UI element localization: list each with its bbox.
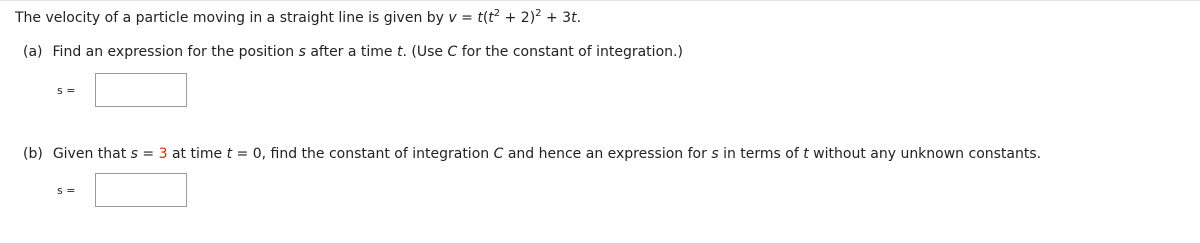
part-a-answer-input[interactable]	[95, 73, 187, 107]
expr-plus-three: + 3	[541, 10, 572, 26]
velocity-variable: v	[448, 10, 457, 26]
part-a-text-2: after a time	[310, 44, 393, 60]
exponent-outer: 2	[535, 8, 542, 19]
part-a-answer-row	[57, 73, 187, 107]
statement-period: .	[576, 10, 582, 26]
part-b-text-4: and hence an expression for	[507, 146, 707, 162]
part-a-var-c: C	[447, 44, 458, 60]
part-b-var-c: C	[493, 146, 504, 162]
part-b-var-t: t	[226, 146, 233, 162]
top-divider	[0, 0, 1200, 1]
part-a-label: (a)	[23, 44, 43, 60]
part-a-var-t: t	[397, 44, 403, 60]
part-b-initial-value: 3	[158, 146, 168, 162]
part-b-text-eq: =	[137, 146, 159, 162]
part-b-answer-row	[57, 173, 187, 207]
problem-statement	[15, 9, 581, 29]
part-a-question	[23, 43, 683, 61]
part-b-label: (b)	[23, 146, 43, 162]
expr-t: t	[477, 10, 483, 26]
part-b-text-1: Given that	[52, 146, 127, 162]
part-b-var-t2: t	[803, 146, 809, 162]
part-b-text-5: in terms of	[723, 146, 799, 162]
expr-plus-two: + 2)	[500, 10, 536, 26]
part-b-text-2: at time	[171, 146, 223, 162]
equals-sign: =	[456, 10, 478, 26]
part-b-text-3: = 0, find the constant of integration	[232, 146, 490, 162]
part-b-question	[23, 145, 1041, 163]
part-b-text-6: without any unknown constants.	[813, 146, 1042, 162]
part-a-text-3: . (Use	[402, 44, 444, 60]
part-a-answer-label: s =	[57, 83, 76, 97]
part-b-answer-input[interactable]	[95, 173, 187, 207]
expr-t-last: t	[571, 10, 577, 26]
part-a-var-s: s	[298, 44, 306, 60]
exponent-inner: 2	[493, 8, 501, 19]
part-b-answer-label: s =	[57, 183, 76, 197]
part-a-text-1: Find an expression for the position	[52, 44, 295, 60]
problem-intro: The velocity of a particle moving in a straight line is given by	[15, 10, 444, 26]
expr-t-inner: t	[488, 10, 494, 26]
expr-paren-open: (	[482, 10, 489, 26]
part-b-var-s2: s	[711, 146, 719, 162]
part-a-text-4: for the constant of integration.)	[461, 44, 683, 60]
part-b-var-s: s	[130, 146, 138, 162]
